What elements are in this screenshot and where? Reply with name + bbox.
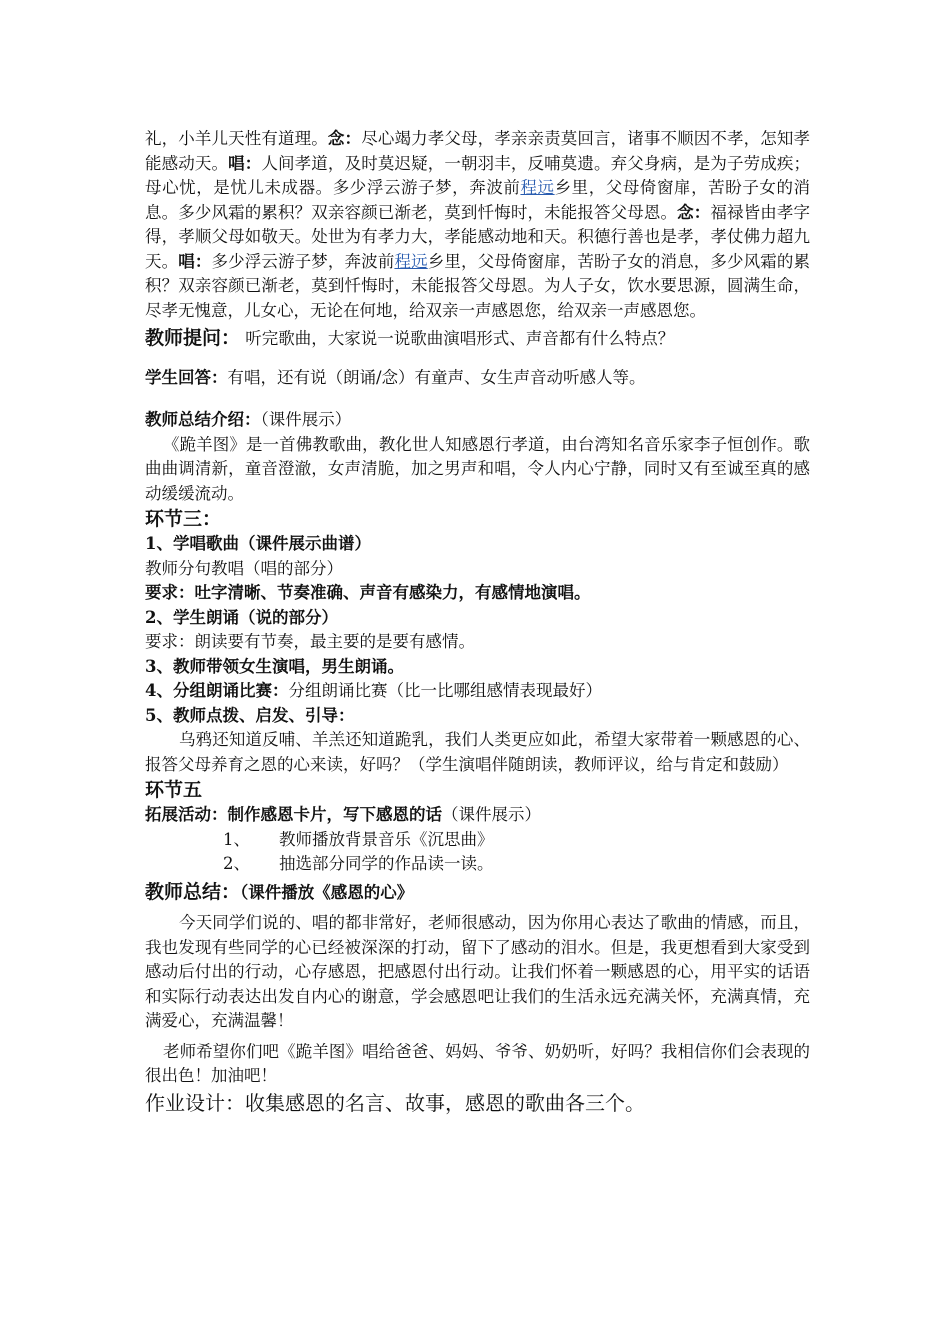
lyrics-paragraph: 礼，小羊儿天性有道理。念：尽心竭力孝父母，孝亲亲责莫回言，诸事不顺因不孝，怎知孝能感动天。唱：人间孝道，及时莫迟疑，一朝羽丰，反哺莫遗。弃父身病，是为子劳成疾；母心忧，是忧儿未成器。多少浮云游子梦，奔波前程远乡里，父母倚窗扉，苦盼子女的消息。多少风霜的累积？双亲容颜已渐老，莫到忏悔时，未能报答父母恩。念：福禄皆由孝字得，孝顺父母如敬天。处世为有孝力大，孝能感动地和天。积德行善也是孝，孝仗佛力超九天。唱：多少浮云游子梦，奔波前程远乡里，父母倚窗扉，苦盼子女的消息，多少风霜的累积？双亲容颜已渐老，莫到忏悔时，未能报答父母恩。为人子女，饮水要思源，圆满生命，尽孝无愧意，儿女心，无论在何地，给双亲一声感恩您，给双亲一声感恩您。 — [145, 129, 811, 320]
nian-label: 念： — [327, 129, 362, 148]
teacher-question-label: 教师提问： — [145, 327, 241, 349]
chang-label: 唱： — [178, 251, 212, 271]
section-3-item-2: 2、学生朗诵（说的部分） — [145, 607, 338, 627]
summary-text: 《跪羊图》是一首佛教歌曲，教化世人知感恩行孝道，由台湾知名音乐家李子恒创作。歌曲曲调清新，童音澄澈，女声清脆，加之男声和唱，令人内心宁静，同时又有至诚至真的感动缓缓流动。 — [145, 434, 810, 503]
section-3-item-5-text: 乌鸦还知道反哺、羊羔还知道跪乳，我们人类更应如此，希望大家带着一颗感恩的心、报答父母养育之恩的心来读，好吗？（学生演唱伴随朗读，教师评议，给与肯定和鼓励） — [145, 730, 810, 774]
student-answer: 学生回答：有唱，还有说（朗诵/念）有童声、女生声音动听感人等。 — [145, 367, 646, 387]
teacher-summary-heading: 教师总结：（课件播放《感恩的心》 — [145, 880, 414, 903]
list-item: 2、 抽选部分同学的作品读一读。 — [223, 854, 494, 873]
student-answer-label: 学生回答： — [145, 367, 228, 387]
section-5-title: 环节五 — [145, 779, 203, 801]
section-3-item-1-requirement: 要求：吐字清晰、节奏准确、声音有感染力，有感情地演唱。 — [145, 583, 591, 602]
document-page — [145, 127, 810, 1117]
section-3-item-5: 5、教师点拨、启发、引导： — [145, 705, 355, 725]
cheng-yuan-link[interactable]: 程远 — [520, 178, 555, 197]
section-3-item-4: 4、分组朗诵比赛：分组朗诵比赛（比一比哪组感情表现最好） — [145, 681, 602, 700]
list-item: 1、 教师播放背景音乐《沉思曲》 — [223, 829, 494, 849]
section-5-activity: 拓展活动：制作感恩卡片，写下感恩的话（课件展示） — [145, 805, 541, 824]
teacher-question: 教师提问： 听完歌曲，大家说一说歌曲演唱形式、声音都有什么特点？ — [145, 327, 675, 349]
teacher-summary-p1: 今天同学们说的、唱的都非常好，老师很感动，因为你用心表达了歌曲的情感，而且，我也发现有些同学的心已经被深深的打动，留下了感动的泪水。但是，我更想看到大家受到感动后付出的行动，心存感恩，把感恩付出行动。让我们怀着一颗感恩的心，用平实的话语和实际行动表达出发自内心的谢意，学会感恩吧让我们的生活永远充满关怀，充满真情，充满爱心，充满温馨！ — [145, 913, 810, 1030]
homework: 作业设计：收集感恩的名言、故事，感恩的歌曲各三个。 — [145, 1090, 645, 1115]
chang-label: 唱： — [228, 153, 262, 173]
nian-label: 念： — [677, 202, 711, 222]
section-3-item-2-requirement: 要求：朗读要有节奏，最主要的是要有感情。 — [145, 632, 475, 651]
section-3-title: 环节三： — [145, 508, 222, 530]
teacher-summary-p2: 老师希望你们吧《跪羊图》唱给爸爸、妈妈、爷爷、奶奶听，好吗？我相信你们会表现的很出色！加油吧！ — [145, 1041, 810, 1085]
section-3-item-3: 3、教师带领女生演唱，男生朗诵。 — [145, 656, 404, 676]
section-3-item-1: 1、学唱歌曲（课件展示曲谱） — [145, 534, 371, 553]
summary-heading: 教师总结介绍：（课件展示） — [145, 410, 352, 429]
cheng-yuan-link[interactable]: 程远 — [394, 251, 428, 271]
section-3-item-1-sub: 教师分句教唱（唱的部分） — [145, 558, 343, 578]
